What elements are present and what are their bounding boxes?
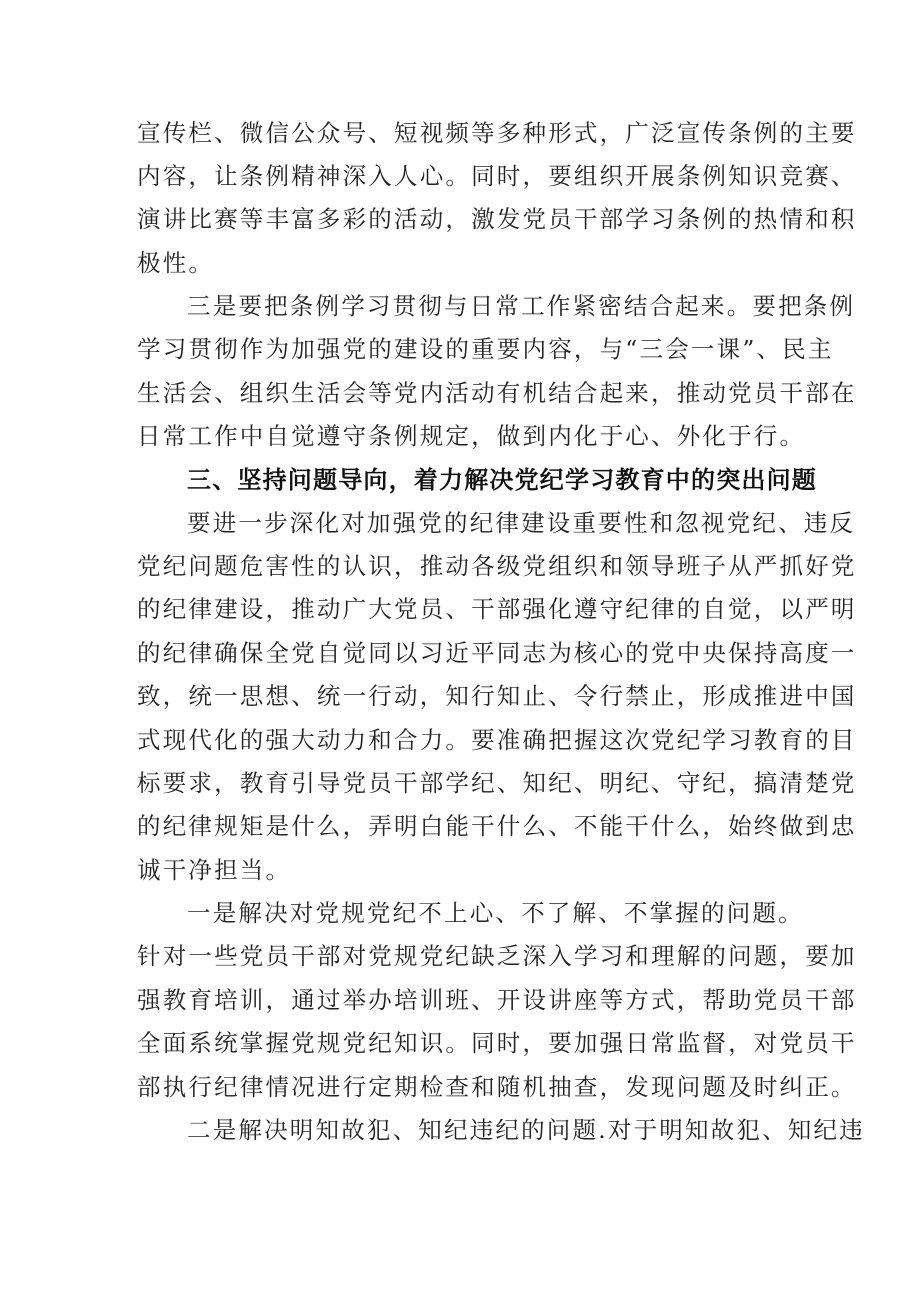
- text-line-6: 学习贯彻作为加强党的建设的重要内容，与“三会一课”、民主: [137, 335, 834, 363]
- text-line-23: 部执行纪律情况进行定期检查和随机抽查，发现问题及时纠正。: [137, 1073, 857, 1101]
- text-line-8: 日常工作中自觉遵守条例规定，做到内化于心、外化于行。: [137, 422, 806, 450]
- text-line-14: 致，统一思想、统一行动，知行知止、令行禁止，形成推进中国: [137, 682, 857, 710]
- text-line-21: 强教育培训，通过举办培训班、开设讲座等方式，帮助党员干部: [137, 986, 857, 1014]
- paragraph-start-2: 二是解决明知故犯、知纪违纪的问题.对于明知故犯、知纪违: [187, 1116, 865, 1144]
- paragraph-start-1: 一是解决对党规党纪不上心、不了解、不掌握的问题。: [187, 899, 804, 927]
- text-line-13: 的纪律确保全党自觉同以习近平同志为核心的党中央保持高度一: [137, 639, 857, 667]
- text-line-4: 极性。: [137, 249, 215, 277]
- text-line-18: 诚干净担当。: [137, 856, 292, 884]
- section-heading-3: 三、坚持问题导向，着力解决党纪学习教育中的突出问题: [187, 466, 817, 494]
- text-line-17: 的纪律规矩是什么，弄明白能干什么、不能干什么，始终做到忠: [137, 812, 857, 840]
- text-line-22: 全面系统掌握党规党纪知识。同时，要加强日常监督，对党员干: [137, 1029, 857, 1057]
- text-line-12: 的纪律建设，推动广大党员、干部强化遵守纪律的自觉，以严明: [137, 595, 857, 623]
- text-line-15: 式现代化的强大动力和合力。要准确把握这次党纪学习教育的目: [137, 726, 857, 754]
- text-line-1: 宣传栏、微信公众号、短视频等多种形式，广泛宣传条例的主要: [137, 119, 857, 147]
- text-line-2: 内容，让条例精神深入人心。同时，要组织开展条例知识竞赛、: [137, 162, 857, 190]
- text-line-7: 生活会、组织生活会等党内活动有机结合起来，推动党员干部在: [137, 379, 857, 407]
- text-line-3: 演讲比赛等丰富多彩的活动，激发党员干部学习条例的热情和积: [137, 205, 857, 233]
- text-line-11: 党纪问题危害性的认识，推动各级党组织和领导班子从严抓好党: [137, 552, 857, 580]
- text-line-20: 针对一些党员干部对党规党纪缺乏深入学习和理解的问题，要加: [137, 942, 857, 970]
- paragraph-start-intro: 要进一步深化对加强党的纪律建设重要性和忽视党纪、违反: [187, 509, 856, 537]
- text-line-16: 标要求，教育引导党员干部学纪、知纪、明纪、守纪，搞清楚党: [137, 769, 857, 797]
- paragraph-start-3: 三是要把条例学习贯彻与日常工作紧密结合起来。要把条例: [187, 292, 856, 320]
